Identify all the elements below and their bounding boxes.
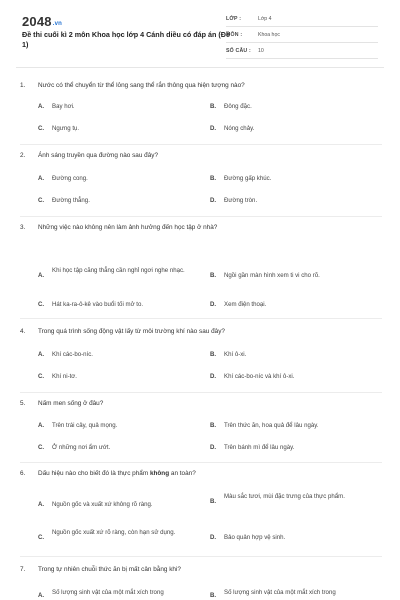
meta-label: LỚP :	[226, 16, 242, 22]
option-text: Trên trái cây, quả mọng.	[52, 422, 118, 429]
question-stem: Nước có thể chuyển từ thể lỏng sang thể rắn thông qua hiện tượng nào?	[38, 82, 245, 89]
question-text	[20, 328, 225, 335]
option-text: Số lượng sinh vật của một mắt xích trong	[52, 589, 164, 596]
option-text: Đường gấp khúc.	[224, 175, 272, 182]
meta-value: 10	[258, 48, 264, 54]
option-text: Bay hơi.	[52, 103, 75, 110]
option-letter: A.	[38, 422, 45, 429]
option-text: Khí ô-xi.	[224, 351, 247, 358]
question-stem-emphasis: không	[149, 470, 170, 477]
option-text: Nguồn gốc xuất xứ rõ ràng, còn hạn sử dụng.	[52, 529, 176, 536]
option-text: Số lượng sinh vật của một mắt xích trong	[224, 589, 336, 596]
option-text: Xem điện thoại.	[224, 301, 267, 308]
option-letter: A.	[38, 103, 45, 110]
question-stem: Trong quá trình sống động vật lấy từ môi trường khí nào sau đây?	[38, 328, 225, 335]
question-stem-before: Dấu hiệu nào cho biết đó là thực phẩm	[38, 470, 150, 477]
option-text: Ngồi gần màn hình xem ti vi cho rõ.	[224, 272, 320, 279]
option-text: Khí ni-tơ.	[52, 373, 77, 380]
option-text: Đông đặc.	[224, 103, 252, 110]
option-letter: B.	[210, 422, 217, 429]
option-text: Khi học tập căng thẳng cần nghỉ ngơi nghe nhạc.	[52, 267, 185, 274]
question-number: 1.	[20, 82, 26, 89]
meta-label: SỐ CÂU :	[226, 48, 251, 54]
question-text	[20, 400, 103, 407]
option-letter: D.	[210, 301, 217, 308]
option-letter: B.	[210, 351, 217, 358]
question-text	[20, 224, 217, 231]
question-stem: Nấm men sống ở đâu?	[38, 400, 104, 407]
logo-number: 2048	[22, 14, 52, 29]
exam-meta	[226, 13, 378, 61]
option-text: Màu sắc tươi, mùi đặc trưng của thực phẩm.	[224, 493, 345, 500]
question-text	[20, 566, 181, 573]
option-letter: D.	[210, 444, 217, 451]
site-logo[interactable]	[22, 14, 62, 29]
question-divider	[20, 318, 382, 319]
option-letter: C.	[38, 373, 45, 380]
option-letter: B.	[210, 175, 217, 182]
meta-value: Khoa học	[258, 32, 280, 38]
option-letter: B.	[210, 592, 217, 599]
logo-tld: .vn	[52, 21, 63, 27]
meta-row-subject	[226, 29, 378, 43]
option-letter: C.	[38, 444, 45, 451]
option-text: Đường thẳng.	[52, 197, 90, 204]
meta-row-question-count	[226, 45, 378, 59]
option-letter: C.	[38, 301, 45, 308]
question-divider	[20, 144, 382, 145]
page-title: Đề thi cuối kì 2 môn Khoa học lớp 4 Cánh diều có đáp án (Đề 1)	[22, 30, 230, 49]
option-letter: A.	[38, 175, 45, 182]
question-number: 3.	[20, 224, 26, 231]
option-letter: A.	[38, 351, 45, 358]
option-text: Đường cong.	[52, 175, 88, 182]
question-number: 2.	[20, 152, 26, 159]
question-text	[20, 82, 245, 89]
meta-value: Lớp 4	[258, 16, 272, 22]
option-letter: B.	[210, 498, 217, 505]
option-letter: A.	[38, 501, 45, 508]
option-letter: C.	[38, 125, 45, 132]
option-text: Khí các-bo-níc và khí ô-xi.	[224, 373, 295, 380]
option-letter: A.	[38, 272, 45, 279]
option-text: Đường tròn.	[224, 197, 258, 204]
meta-label: MÔN :	[226, 32, 243, 38]
question-divider	[20, 392, 382, 393]
question-number: 5.	[20, 400, 26, 407]
option-text: Nguồn gốc và xuất xứ không rõ ràng.	[52, 501, 153, 508]
option-text: Ở những nơi ẩm ướt.	[52, 444, 111, 451]
question-divider	[20, 462, 382, 463]
option-text: Trên thức ăn, hoa quả để lâu ngày.	[224, 422, 319, 429]
option-letter: C.	[38, 534, 45, 541]
question-number: 7.	[20, 566, 26, 573]
question-stem-after: an toàn?	[169, 470, 196, 477]
option-letter: B.	[210, 103, 217, 110]
header-divider	[16, 67, 384, 68]
option-letter: D.	[210, 373, 217, 380]
meta-row-grade	[226, 13, 378, 27]
option-letter: D.	[210, 534, 217, 541]
option-letter: D.	[210, 125, 217, 132]
question-stem: Trong tự nhiên chuỗi thức ăn bị mất cân bằng khi?	[38, 566, 181, 573]
option-letter: B.	[210, 272, 217, 279]
option-letter: D.	[210, 197, 217, 204]
option-letter: C.	[38, 197, 45, 204]
option-text: Hát ka-ra-ô-kê vào buổi tối mở to.	[52, 301, 144, 308]
question-divider	[20, 556, 382, 557]
option-text: Khí các-bo-níc.	[52, 351, 93, 358]
option-letter: A.	[38, 592, 45, 599]
option-text: Trên bánh mì để lâu ngày.	[224, 444, 295, 451]
question-number: 6.	[20, 470, 26, 477]
option-text: Ngưng tụ.	[52, 125, 80, 132]
question-stem: Ánh sáng truyền qua đường nào sau đây?	[38, 152, 159, 159]
question-number: 4.	[20, 328, 26, 335]
option-text: Nóng chảy.	[224, 125, 255, 132]
question-text	[20, 470, 196, 477]
question-divider	[20, 216, 382, 217]
question-stem: Những việc nào không nên làm ảnh hưởng đến học tập ở nhà?	[38, 224, 218, 231]
question-text	[20, 152, 158, 159]
page-header	[0, 0, 400, 64]
option-text: Bảo quản hợp vệ sinh.	[224, 534, 286, 541]
